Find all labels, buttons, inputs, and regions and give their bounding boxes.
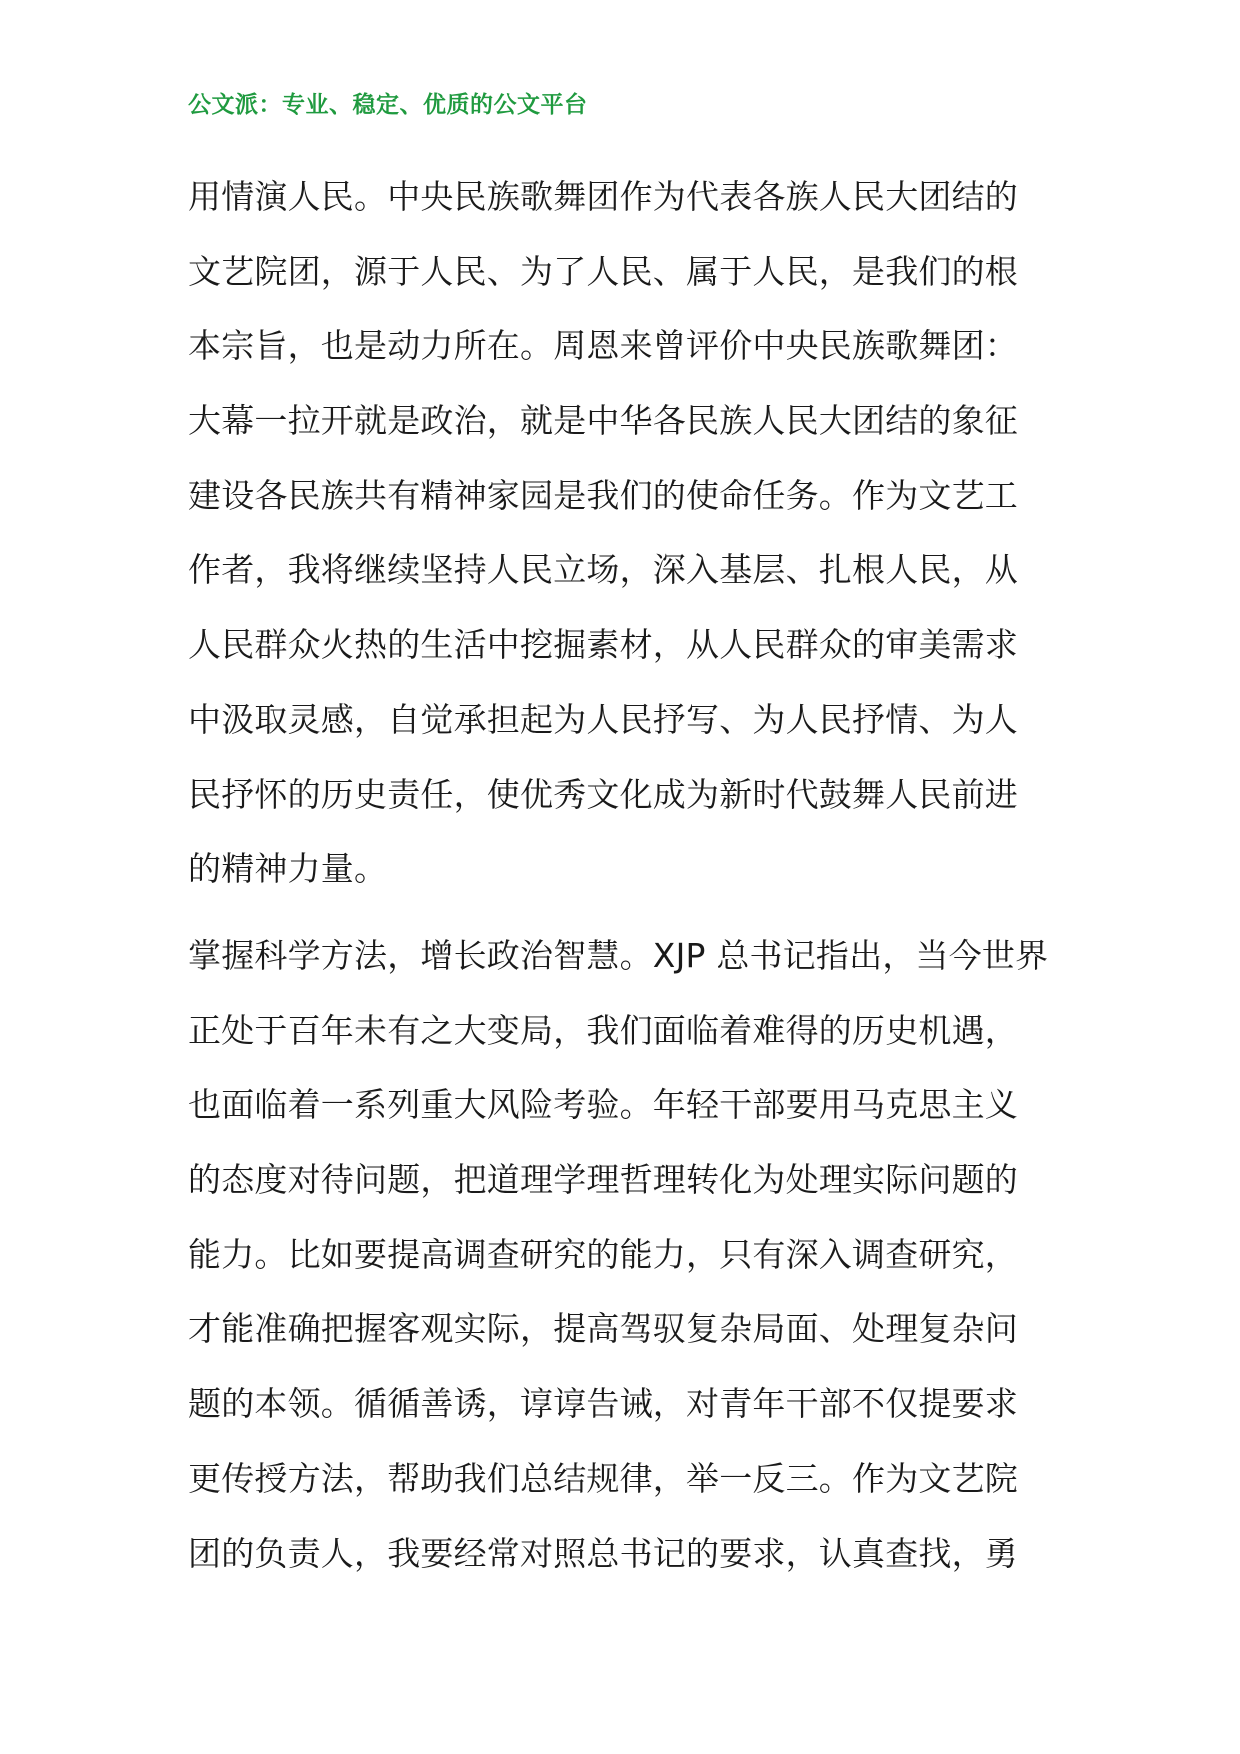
text-line: 能力。比如要提高调查研究的能力，只有深入调查研究， bbox=[188, 1234, 1018, 1274]
text-line: 人民群众火热的生活中挖掘素材，从人民群众的审美需求 bbox=[188, 625, 1018, 665]
text-line: 本宗旨，也是动力所在。周恩来曾评价中央民族歌舞团： bbox=[188, 326, 1018, 366]
text-line: 中汲取灵感，自觉承担起为人民抒写、为人民抒情、为人 bbox=[188, 699, 1018, 739]
text-line: 掌握科学方法，增长政治智慧。XJP 总书记指出，当今世界 bbox=[188, 936, 1049, 975]
text-line: 大幕一拉开就是政治，就是中华各民族人民大团结的象征 bbox=[188, 401, 1018, 441]
text-line: 才能准确把握客观实际，提高驾驭复杂局面、处理复杂问 bbox=[188, 1309, 1018, 1349]
text-line: 的态度对待问题，把道理学理哲理转化为处理实际问题的 bbox=[188, 1160, 1018, 1200]
text-line: 更传授方法，帮助我们总结规律，举一反三。作为文艺院 bbox=[188, 1458, 1018, 1498]
text-line: 民抒怀的历史责任，使优秀文化成为新时代鼓舞人民前进 bbox=[188, 774, 1018, 814]
text-line: 文艺院团，源于人民、为了人民、属于人民，是我们的根 bbox=[188, 251, 1018, 291]
paragraph-1 bbox=[188, 160, 1063, 907]
text-line: 用情演人民。中央民族歌舞团作为代表各族人民大团结的 bbox=[188, 177, 1018, 216]
text-line: 正处于百年未有之大变局，我们面临着难得的历史机遇， bbox=[188, 1010, 1018, 1050]
page-header: 公文派：专业、稳定、优质的公文平台 bbox=[188, 92, 588, 118]
text-line: 作者，我将继续坚持人民立场，深入基层、扎根人民，从 bbox=[188, 550, 1018, 590]
paragraph-2 bbox=[188, 919, 1063, 1591]
text-line: 也面临着一系列重大风险考验。年轻干部要用马克思主义 bbox=[188, 1085, 1018, 1125]
text-line: 题的本领。循循善诱，谆谆告诫，对青年干部不仅提要求 bbox=[188, 1384, 1018, 1424]
text-line: 的精神力量。 bbox=[188, 849, 388, 889]
text-line: 团的负责人，我要经常对照总书记的要求，认真查找，勇 bbox=[188, 1533, 1018, 1573]
text-line: 建设各民族共有精神家园是我们的使命任务。作为文艺工 bbox=[188, 475, 1018, 515]
